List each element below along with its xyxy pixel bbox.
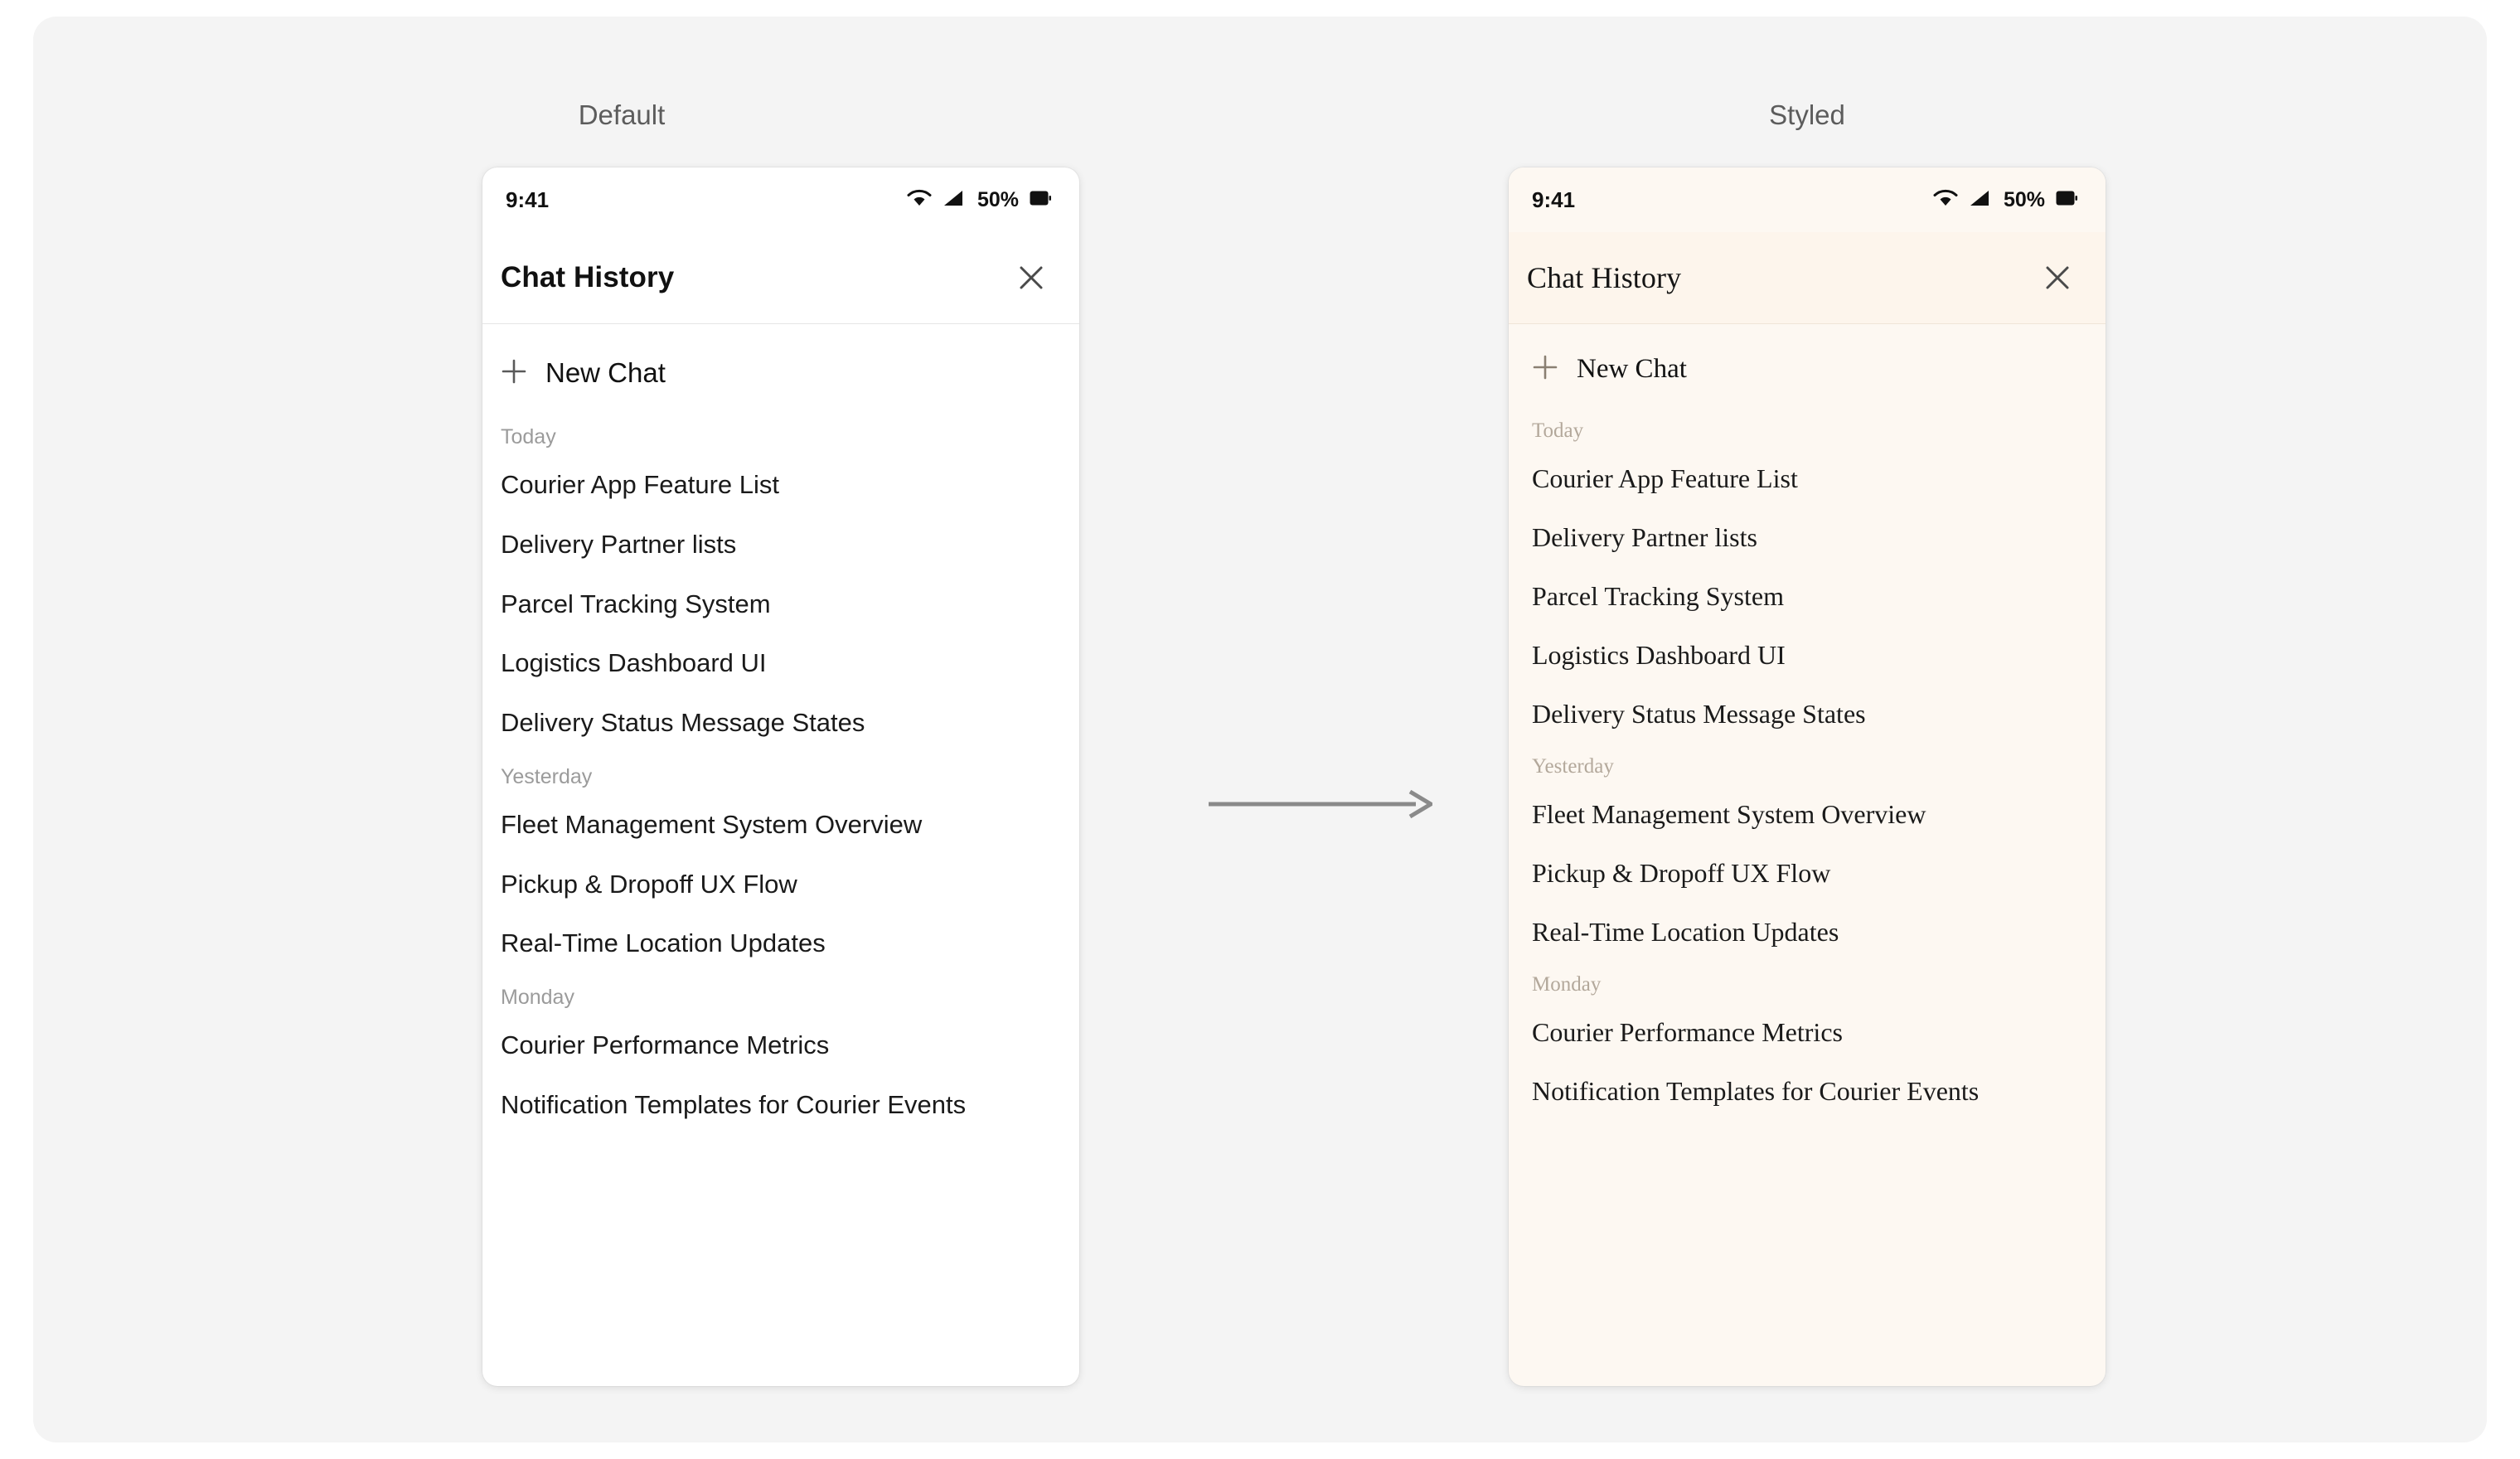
status-bar-styled xyxy=(1509,167,2106,232)
comparison-stage xyxy=(33,17,2487,1442)
battery-percent-label: 50% xyxy=(2003,187,2045,211)
chat-history-list-default xyxy=(482,414,1079,1161)
list-item[interactable]: Logistics Dashboard UI xyxy=(501,648,767,678)
status-bar-default xyxy=(482,167,1079,232)
close-icon[interactable] xyxy=(1013,259,1049,296)
new-chat-label: New Chat xyxy=(545,357,666,388)
new-chat-button[interactable] xyxy=(1509,324,2106,408)
wifi-icon xyxy=(907,189,932,211)
list-item[interactable]: Logistics Dashboard UI xyxy=(1532,640,1786,670)
status-indicators xyxy=(1933,188,2077,212)
list-item[interactable]: Courier App Feature List xyxy=(1532,463,1798,493)
panel-title-styled: Styled xyxy=(1769,99,1845,130)
wifi-icon xyxy=(1933,189,1958,211)
status-time: 9:41 xyxy=(506,187,550,212)
list-item[interactable]: Parcel Tracking System xyxy=(1532,581,1784,611)
list-item[interactable]: Fleet Management System Overview xyxy=(1532,799,1926,829)
group-label-monday: Monday xyxy=(501,986,574,1009)
list-item[interactable]: Parcel Tracking System xyxy=(501,589,771,618)
battery-percent-label: 50% xyxy=(976,187,1019,211)
phone-preview-styled xyxy=(1509,167,2106,1386)
page-title: Chat History xyxy=(501,261,675,293)
group-label-yesterday: Yesterday xyxy=(501,764,593,788)
plus-icon xyxy=(501,358,527,389)
status-indicators xyxy=(907,188,1051,212)
list-item[interactable]: Real-Time Location Updates xyxy=(1532,917,1839,947)
list-item[interactable]: Notification Templates for Courier Events xyxy=(1532,1076,1980,1106)
list-item[interactable]: Delivery Partner lists xyxy=(1532,522,1757,552)
panel-header-default xyxy=(482,232,1079,323)
right-arrow-icon xyxy=(1209,788,1432,821)
list-item[interactable]: Pickup & Dropoff UX Flow xyxy=(1532,858,1831,888)
panel-header-styled xyxy=(1509,232,2106,323)
cellular-signal-icon xyxy=(1969,189,1990,211)
page-title: Chat History xyxy=(1527,261,1682,294)
list-item[interactable]: Delivery Status Message States xyxy=(501,708,865,737)
group-label-today: Today xyxy=(1532,419,1584,442)
chat-history-list-styled xyxy=(1509,408,2106,1146)
new-chat-label: New Chat xyxy=(1577,354,1687,384)
list-item[interactable]: Delivery Status Message States xyxy=(1532,699,1866,729)
list-item[interactable]: Fleet Management System Overview xyxy=(501,809,923,839)
panel-title-default: Default xyxy=(578,99,666,130)
list-item[interactable]: Real-Time Location Updates xyxy=(501,928,826,958)
new-chat-button[interactable] xyxy=(482,324,1079,414)
status-time: 9:41 xyxy=(1532,187,1576,212)
battery-icon xyxy=(1030,191,1051,210)
list-item[interactable]: Notification Templates for Courier Events xyxy=(501,1089,967,1119)
battery-icon xyxy=(2056,191,2077,210)
phone-preview-default xyxy=(482,167,1079,1386)
list-item[interactable]: Courier App Feature List xyxy=(501,470,780,499)
plus-icon xyxy=(1532,354,1558,385)
list-item[interactable]: Courier Performance Metrics xyxy=(1532,1017,1843,1047)
group-label-monday: Monday xyxy=(1532,973,1602,996)
close-icon[interactable] xyxy=(2039,259,2076,296)
list-item[interactable]: Pickup & Dropoff UX Flow xyxy=(501,869,797,899)
group-label-today: Today xyxy=(501,425,556,448)
list-item[interactable]: Courier Performance Metrics xyxy=(501,1030,830,1059)
group-label-yesterday: Yesterday xyxy=(1532,755,1614,778)
list-item[interactable]: Delivery Partner lists xyxy=(501,529,737,559)
cellular-signal-icon xyxy=(943,189,964,211)
